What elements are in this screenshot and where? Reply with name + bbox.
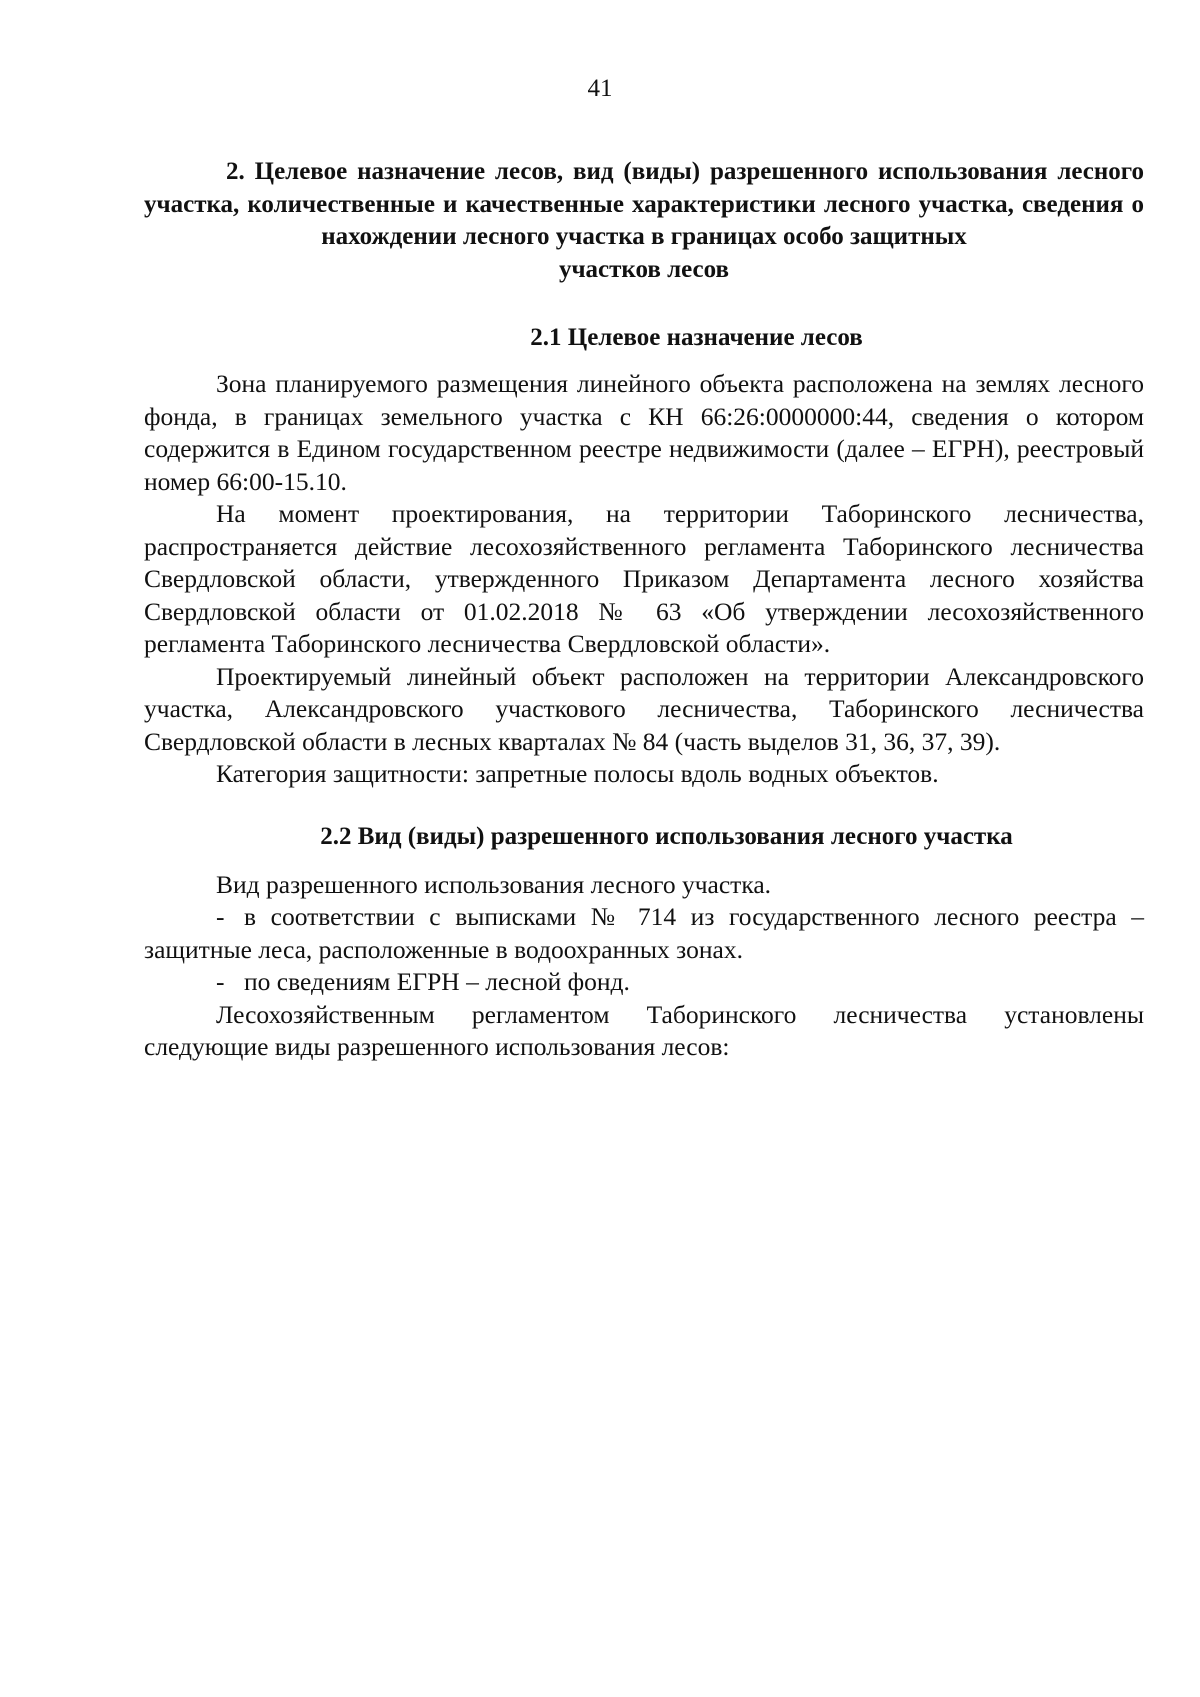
paragraph: Лесохозяйственным регламентом Таборинского лесничества установлены следующие виды разрешенного использования лесов: xyxy=(144,999,1144,1061)
list-item xyxy=(144,901,1144,966)
bullet-marker: - xyxy=(216,967,225,996)
list-item xyxy=(144,966,1144,999)
bullet-marker: - xyxy=(216,902,225,931)
section-title-last-line: участков лесов xyxy=(558,255,730,283)
subsection-title-purpose: 2.1 Целевое назначение лесов xyxy=(530,324,863,351)
paragraph: Вид разрешенного использования лесного участка. xyxy=(216,869,772,899)
paragraph: Категория защитности: запретные полосы вдоль водных объектов. xyxy=(216,759,939,788)
page-content xyxy=(144,156,1144,1064)
paragraph: Зона планируемого размещения линейного объекта расположена на землях лесного фонда, в границах земельного участка с КН 66:26:0000000:44, сведения о котором содержится в Едином государственном реестре недвижимости (далее – ЕГРН), реестровый номер 66:00-15.10. xyxy=(144,369,1144,496)
section-title-text: 2. Целевое назначение лесов, вид (виды) разрешенного использования лесного участка, количественные и качественные характеристики лесного участка, сведения о нахождении лесного участка в границах особо защитных xyxy=(144,158,1144,250)
list-item-text: по сведениям ЕГРН – лесной фонд. xyxy=(244,967,630,996)
subsection-title-permitted-use: 2.2 Вид (виды) разрешенного использования лесного участка xyxy=(320,822,1013,850)
page-number: 41 xyxy=(587,75,613,102)
section-title xyxy=(144,156,1144,286)
list-item-text: в соответствии с выписками № 714 из государственного лесного реестра – защитные леса, расположенные в водоохранных зонах. xyxy=(144,902,1144,964)
subsection-purpose-body xyxy=(144,368,1144,791)
paragraph: На момент проектирования, на территории Таборинского лесничества, распространяется действие лесохозяйственного регламента Таборинского лесничества Свердловской области, утвержденного Приказом Департамента лесного хозяйства Свердловской области от 01.02.2018 № 63 «Об утверждении лесохозяйственного регламента Таборинского лесничества Свердловской области». xyxy=(144,499,1144,658)
subsection-permitted-use-body xyxy=(144,869,1144,1064)
paragraph: Проектируемый линейный объект расположен на территории Александровского участка, Александровского участкового лесничества, Таборинского лесничества Свердловской области в лесных кварталах № 84 (часть выделов 31, 36, 37, 39). xyxy=(144,661,1144,756)
